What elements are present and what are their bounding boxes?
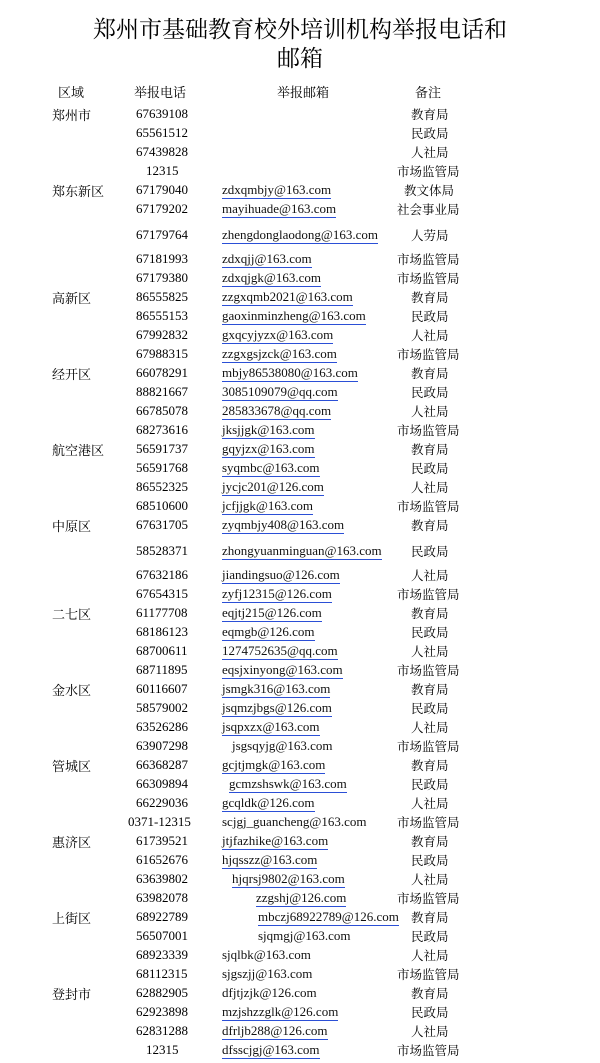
district-cell: 惠济区 [52, 836, 92, 851]
phone-cell: 66229036 [136, 795, 188, 810]
phone-cell: 66078291 [136, 365, 188, 380]
district-cell: 郑州市 [52, 109, 92, 124]
phone-cell: 67181993 [136, 251, 188, 266]
phone-cell: 0371-12315 [128, 814, 191, 829]
email-cell[interactable]: jiandingsuo@126.com [222, 567, 340, 582]
phone-cell: 56507001 [136, 928, 188, 943]
phone-cell: 67179764 [136, 227, 188, 242]
district-cell: 航空港区 [52, 444, 105, 459]
email-cell[interactable]: gcjtjmgk@163.com [222, 757, 326, 772]
email-cell[interactable]: zzgxqmb2021@163.com [222, 289, 353, 304]
phone-cell: 63639802 [136, 871, 188, 886]
note-cell: 教文体局 [404, 183, 455, 198]
phone-cell: 68112315 [136, 966, 188, 981]
note-cell: 人劳局 [411, 228, 449, 243]
phone-cell: 67654315 [136, 586, 188, 601]
phone-cell: 68922789 [136, 909, 188, 924]
note-cell: 民政局 [411, 929, 449, 944]
email-cell[interactable]: mayihuade@163.com [222, 201, 337, 216]
phone-cell: 68186123 [136, 624, 188, 639]
district-cell: 管城区 [52, 760, 92, 775]
header-email: 举报邮箱 [277, 86, 330, 101]
note-cell: 民政局 [411, 777, 449, 792]
email-cell[interactable]: zyqmbjy408@163.com [222, 517, 345, 532]
email-cell[interactable]: jksjjgk@163.com [222, 422, 315, 437]
email-cell: dfjtjzjk@126.com [222, 985, 317, 1000]
email-cell[interactable]: gqyjzx@163.com [222, 441, 315, 456]
note-cell: 人社局 [411, 796, 449, 811]
note-cell: 市场监管局 [397, 1043, 460, 1058]
phone-cell: 67179040 [136, 182, 188, 197]
email-cell[interactable]: 1274752635@qq.com [222, 643, 338, 658]
email-cell: sjqmgj@163.com [258, 928, 351, 943]
phone-cell: 66309894 [136, 776, 188, 791]
email-cell[interactable]: jsmgk316@163.com [222, 681, 331, 696]
email-cell[interactable]: zhengdonglaodong@163.com [222, 227, 379, 242]
phone-cell: 61739521 [136, 833, 188, 848]
district-cell: 经开区 [52, 368, 92, 383]
district-cell: 金水区 [52, 684, 92, 699]
phone-cell: 67631705 [136, 517, 188, 532]
email-cell[interactable]: jcfjjgk@163.com [222, 498, 314, 513]
phone-cell: 86555153 [136, 308, 188, 323]
note-cell: 民政局 [411, 544, 449, 559]
phone-cell: 58528371 [136, 543, 188, 558]
district-cell: 登封市 [52, 988, 92, 1003]
note-cell: 市场监管局 [397, 499, 460, 514]
phone-cell: 56591768 [136, 460, 188, 475]
header-phone: 举报电话 [134, 86, 187, 101]
email-cell[interactable]: dfrljb288@126.com [222, 1023, 328, 1038]
phone-cell: 63907298 [136, 738, 188, 753]
note-cell: 民政局 [411, 309, 449, 324]
district-cell: 高新区 [52, 292, 92, 307]
email-cell: sjqlbk@163.com [222, 947, 311, 962]
phone-cell: 66785078 [136, 403, 188, 418]
note-cell: 教育局 [411, 290, 449, 305]
email-cell[interactable]: zzgshj@126.com [256, 890, 347, 905]
phone-cell: 67988315 [136, 346, 188, 361]
phone-cell: 56591737 [136, 441, 188, 456]
note-cell: 人社局 [411, 872, 449, 887]
email-cell[interactable]: mbczj68922789@126.com [258, 909, 399, 924]
note-cell: 民政局 [411, 385, 449, 400]
note-cell: 教育局 [411, 758, 449, 773]
note-cell: 人社局 [411, 1024, 449, 1039]
phone-cell: 68510600 [136, 498, 188, 513]
phone-cell: 66368287 [136, 757, 188, 772]
email-cell[interactable]: hjqrsj9802@163.com [232, 871, 345, 886]
note-cell: 教育局 [411, 107, 449, 122]
note-cell: 市场监管局 [397, 891, 460, 906]
email-cell[interactable]: zdxqjj@163.com [222, 251, 312, 266]
note-cell: 民政局 [411, 126, 449, 141]
note-cell: 民政局 [411, 853, 449, 868]
note-cell: 民政局 [411, 625, 449, 640]
note-cell: 市场监管局 [397, 252, 460, 267]
phone-cell: 67639108 [136, 106, 188, 121]
email-cell[interactable]: jtjfazhike@163.com [222, 833, 329, 848]
note-cell: 人社局 [411, 328, 449, 343]
phone-cell: 67992832 [136, 327, 188, 342]
note-cell: 人社局 [411, 404, 449, 419]
email-cell: jsgsqyjg@163.com [232, 738, 333, 753]
note-cell: 市场监管局 [397, 587, 460, 602]
email-cell[interactable]: zdxqmbjy@163.com [222, 182, 332, 197]
email-cell[interactable]: zdxqjgk@163.com [222, 270, 321, 285]
note-cell: 民政局 [411, 1005, 449, 1020]
email-cell[interactable]: jycjc201@126.com [222, 479, 324, 494]
phone-cell: 68273616 [136, 422, 188, 437]
phone-cell: 12315 [146, 163, 179, 178]
email-cell[interactable]: mzjshzzglk@126.com [222, 1004, 339, 1019]
phone-cell: 65561512 [136, 125, 188, 140]
note-cell: 教育局 [411, 986, 449, 1001]
note-cell: 教育局 [411, 518, 449, 533]
email-cell[interactable]: hjqsszz@163.com [222, 852, 318, 867]
note-cell: 人社局 [411, 480, 449, 495]
email-cell[interactable]: gxqcyjyzx@163.com [222, 327, 334, 342]
email-cell[interactable]: zhongyuanminguan@163.com [222, 543, 382, 558]
phone-cell: 58579002 [136, 700, 188, 715]
phone-cell: 63982078 [136, 890, 188, 905]
phone-cell: 68700611 [136, 643, 188, 658]
email-cell[interactable]: gcmzshswk@163.com [229, 776, 347, 791]
phone-cell: 86552325 [136, 479, 188, 494]
email-cell[interactable]: eqsjxinyong@163.com [222, 662, 343, 677]
email-cell[interactable]: 285833678@qq.com [222, 403, 332, 418]
note-cell: 民政局 [411, 461, 449, 476]
email-cell[interactable]: gaoxinminzheng@163.com [222, 308, 366, 323]
note-cell: 人社局 [411, 644, 449, 659]
note-cell: 市场监管局 [397, 347, 460, 362]
note-cell: 教育局 [411, 910, 449, 925]
note-cell: 市场监管局 [397, 967, 460, 982]
phone-cell: 68711895 [136, 662, 188, 677]
note-cell: 人社局 [411, 720, 449, 735]
note-cell: 教育局 [411, 366, 449, 381]
email-cell[interactable]: zzgxgsjzck@163.com [222, 346, 337, 361]
phone-cell: 12315 [146, 1042, 179, 1057]
note-cell: 人社局 [411, 568, 449, 583]
district-cell: 中原区 [52, 520, 92, 535]
note-cell: 教育局 [411, 834, 449, 849]
phone-cell: 60116607 [136, 681, 188, 696]
email-cell[interactable]: syqmbc@163.com [222, 460, 320, 475]
note-cell: 人社局 [411, 948, 449, 963]
header-note: 备注 [415, 86, 442, 101]
header-district: 区域 [58, 86, 85, 101]
phone-cell: 86555825 [136, 289, 188, 304]
email-cell[interactable]: zyfj12315@126.com [222, 586, 332, 601]
email-cell: sjgszjj@163.com [222, 966, 313, 981]
phone-cell: 67179202 [136, 201, 188, 216]
email-cell[interactable]: eqmgb@126.com [222, 624, 315, 639]
note-cell: 人社局 [411, 145, 449, 160]
note-cell: 市场监管局 [397, 739, 460, 754]
email-cell: scjgj_guancheng@163.com [222, 814, 367, 829]
phone-cell: 62831288 [136, 1023, 188, 1038]
district-cell: 二七区 [52, 608, 92, 623]
phone-cell: 62923898 [136, 1004, 188, 1019]
phone-cell: 61652676 [136, 852, 188, 867]
phone-cell: 68923339 [136, 947, 188, 962]
note-cell: 社会事业局 [397, 202, 460, 217]
phone-cell: 67439828 [136, 144, 188, 159]
note-cell: 民政局 [411, 701, 449, 716]
email-cell[interactable]: 3085109079@qq.com [222, 384, 338, 399]
email-cell[interactable]: jsqmzjbgs@126.com [222, 700, 332, 715]
phone-cell: 67632186 [136, 567, 188, 582]
phone-cell: 88821667 [136, 384, 188, 399]
email-cell[interactable]: dfsscjgj@163.com [222, 1042, 320, 1057]
note-cell: 教育局 [411, 682, 449, 697]
email-cell[interactable]: eqjtj215@126.com [222, 605, 322, 620]
email-cell[interactable]: mbjy86538080@163.com [222, 365, 358, 380]
district-cell: 上街区 [52, 912, 92, 927]
title-line-1: 郑州市基础教育校外培训机构举报电话和 [93, 17, 507, 43]
note-cell: 市场监管局 [397, 271, 460, 286]
title-line-2: 邮箱 [277, 46, 323, 72]
note-cell: 教育局 [411, 442, 449, 457]
phone-cell: 63526286 [136, 719, 188, 734]
phone-cell: 61177708 [136, 605, 188, 620]
note-cell: 市场监管局 [397, 663, 460, 678]
note-cell: 市场监管局 [397, 815, 460, 830]
district-cell: 郑东新区 [52, 185, 105, 200]
note-cell: 市场监管局 [397, 423, 460, 438]
email-cell[interactable]: gcqldk@126.com [222, 795, 315, 810]
phone-cell: 62882905 [136, 985, 188, 1000]
note-cell: 市场监管局 [397, 164, 460, 179]
email-cell[interactable]: jsqpxzx@163.com [222, 719, 320, 734]
phone-cell: 67179380 [136, 270, 188, 285]
note-cell: 教育局 [411, 606, 449, 621]
